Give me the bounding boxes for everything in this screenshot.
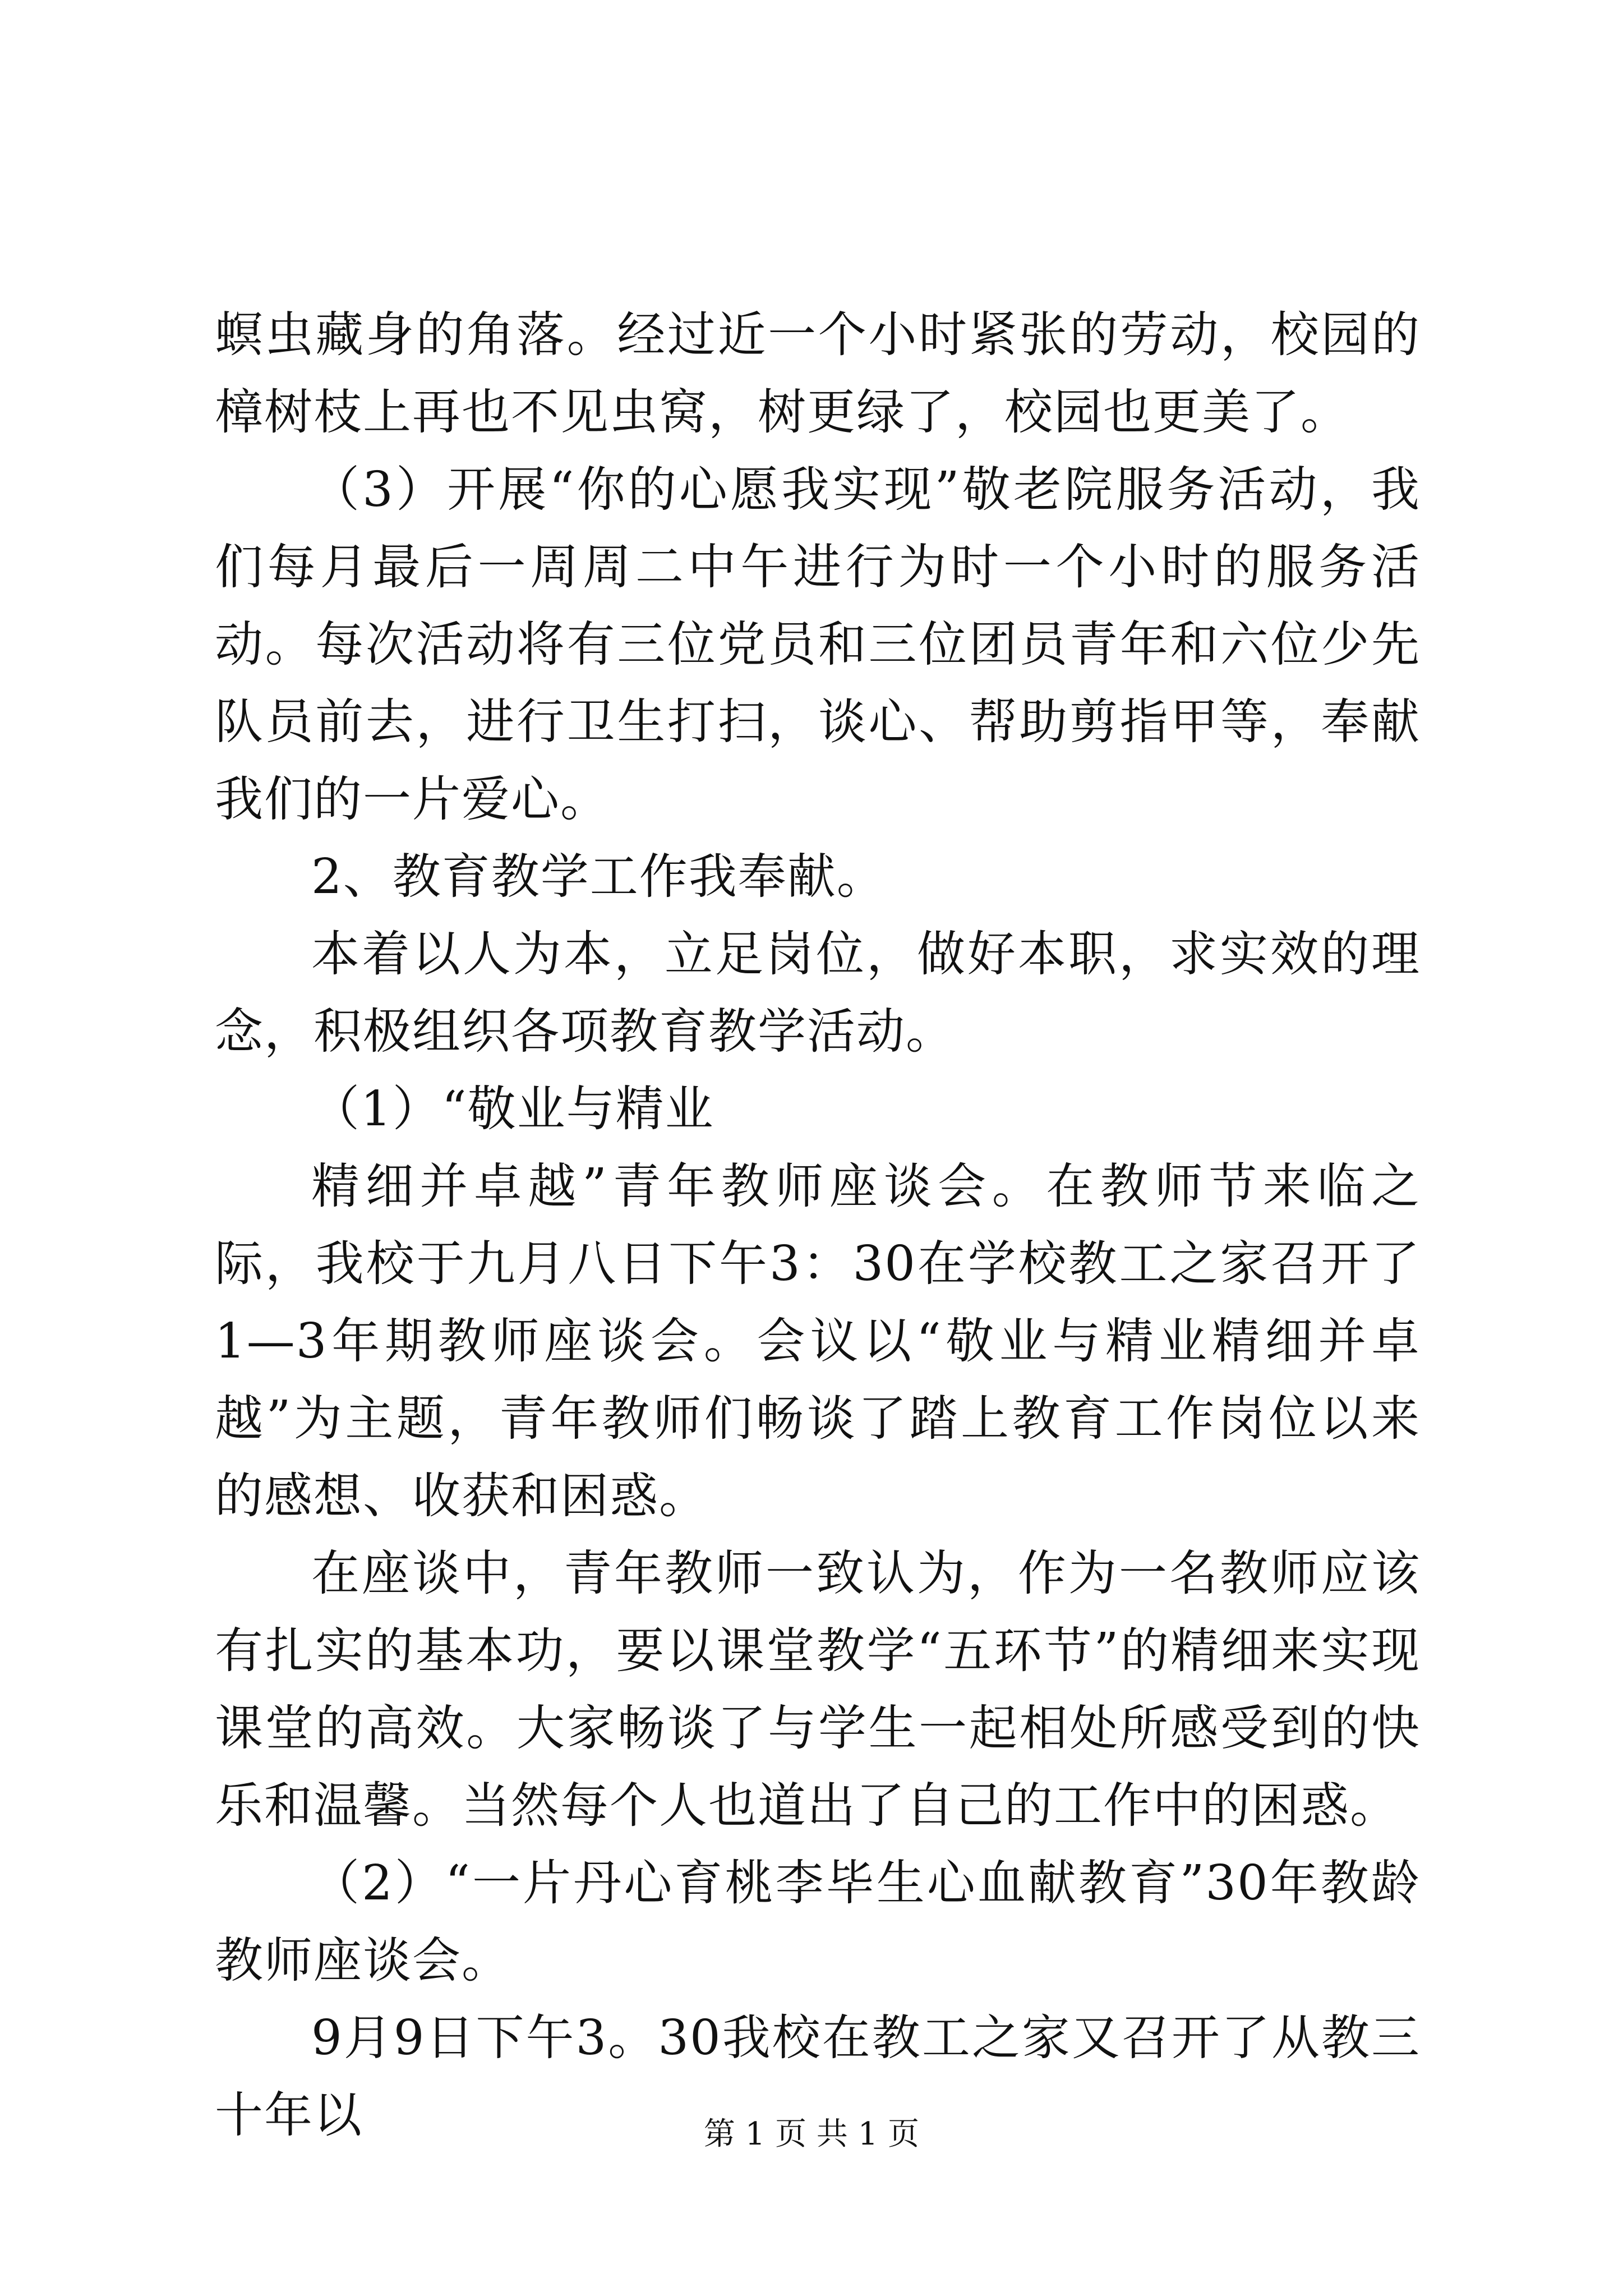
subsection-heading: （2）“一片丹心育桃李毕生心血献教育”30年教龄教师座谈会。 <box>215 1855 1421 1989</box>
paragraph: 精细并卓越”青年教师座谈会。在教师节来临之际，我校于九月八日下午3：30在学校教工之家召开了1—3年期教师座谈会。会议以“敬业与精业精细并卓越”为主题，青年教师们畅谈了踏上教育工作岗位以来的感想、收获和困惑。 <box>215 1158 1421 1524</box>
paragraph: 螟虫藏身的角落。经过近一个小时紧张的劳动，校园的樟树枝上再也不见虫窝，树更绿了，校园也更美了。 <box>215 307 1421 440</box>
paragraph: 在座谈中，青年教师一致认为，作为一名教师应该有扎实的基本功，要以课堂教学“五环节”的精细来实现课堂的高效。大家畅谈了与学生一起相处所感受到的快乐和温馨。当然每个人也道出了自己的工作中的困惑。 <box>215 1545 1421 1834</box>
section-heading: 2、教育教学工作我奉献。 <box>311 849 886 905</box>
paragraph: 9月9日下午3。30我校在教工之家又召开了从教三十年以 <box>215 2010 1421 2143</box>
paragraph: 本着以人为本，立足岗位，做好本职，求实效的理念，积极组织各项教育教学活动。 <box>215 926 1421 1060</box>
page-footer: 第 1 页 共 1 页 <box>703 2116 920 2152</box>
document-body <box>215 296 1421 2154</box>
subsection-heading: （1）“敬业与精业 <box>311 1081 714 1137</box>
paragraph: （3）开展“你的心愿我实现”敬老院服务活动，我们每月最后一周周二中午进行为时一个小时的服务活动。每次活动将有三位党员和三位团员青年和六位少先队员前去，进行卫生打扫，谈心、帮助剪指甲等，奉献我们的一片爱心。 <box>215 462 1421 827</box>
